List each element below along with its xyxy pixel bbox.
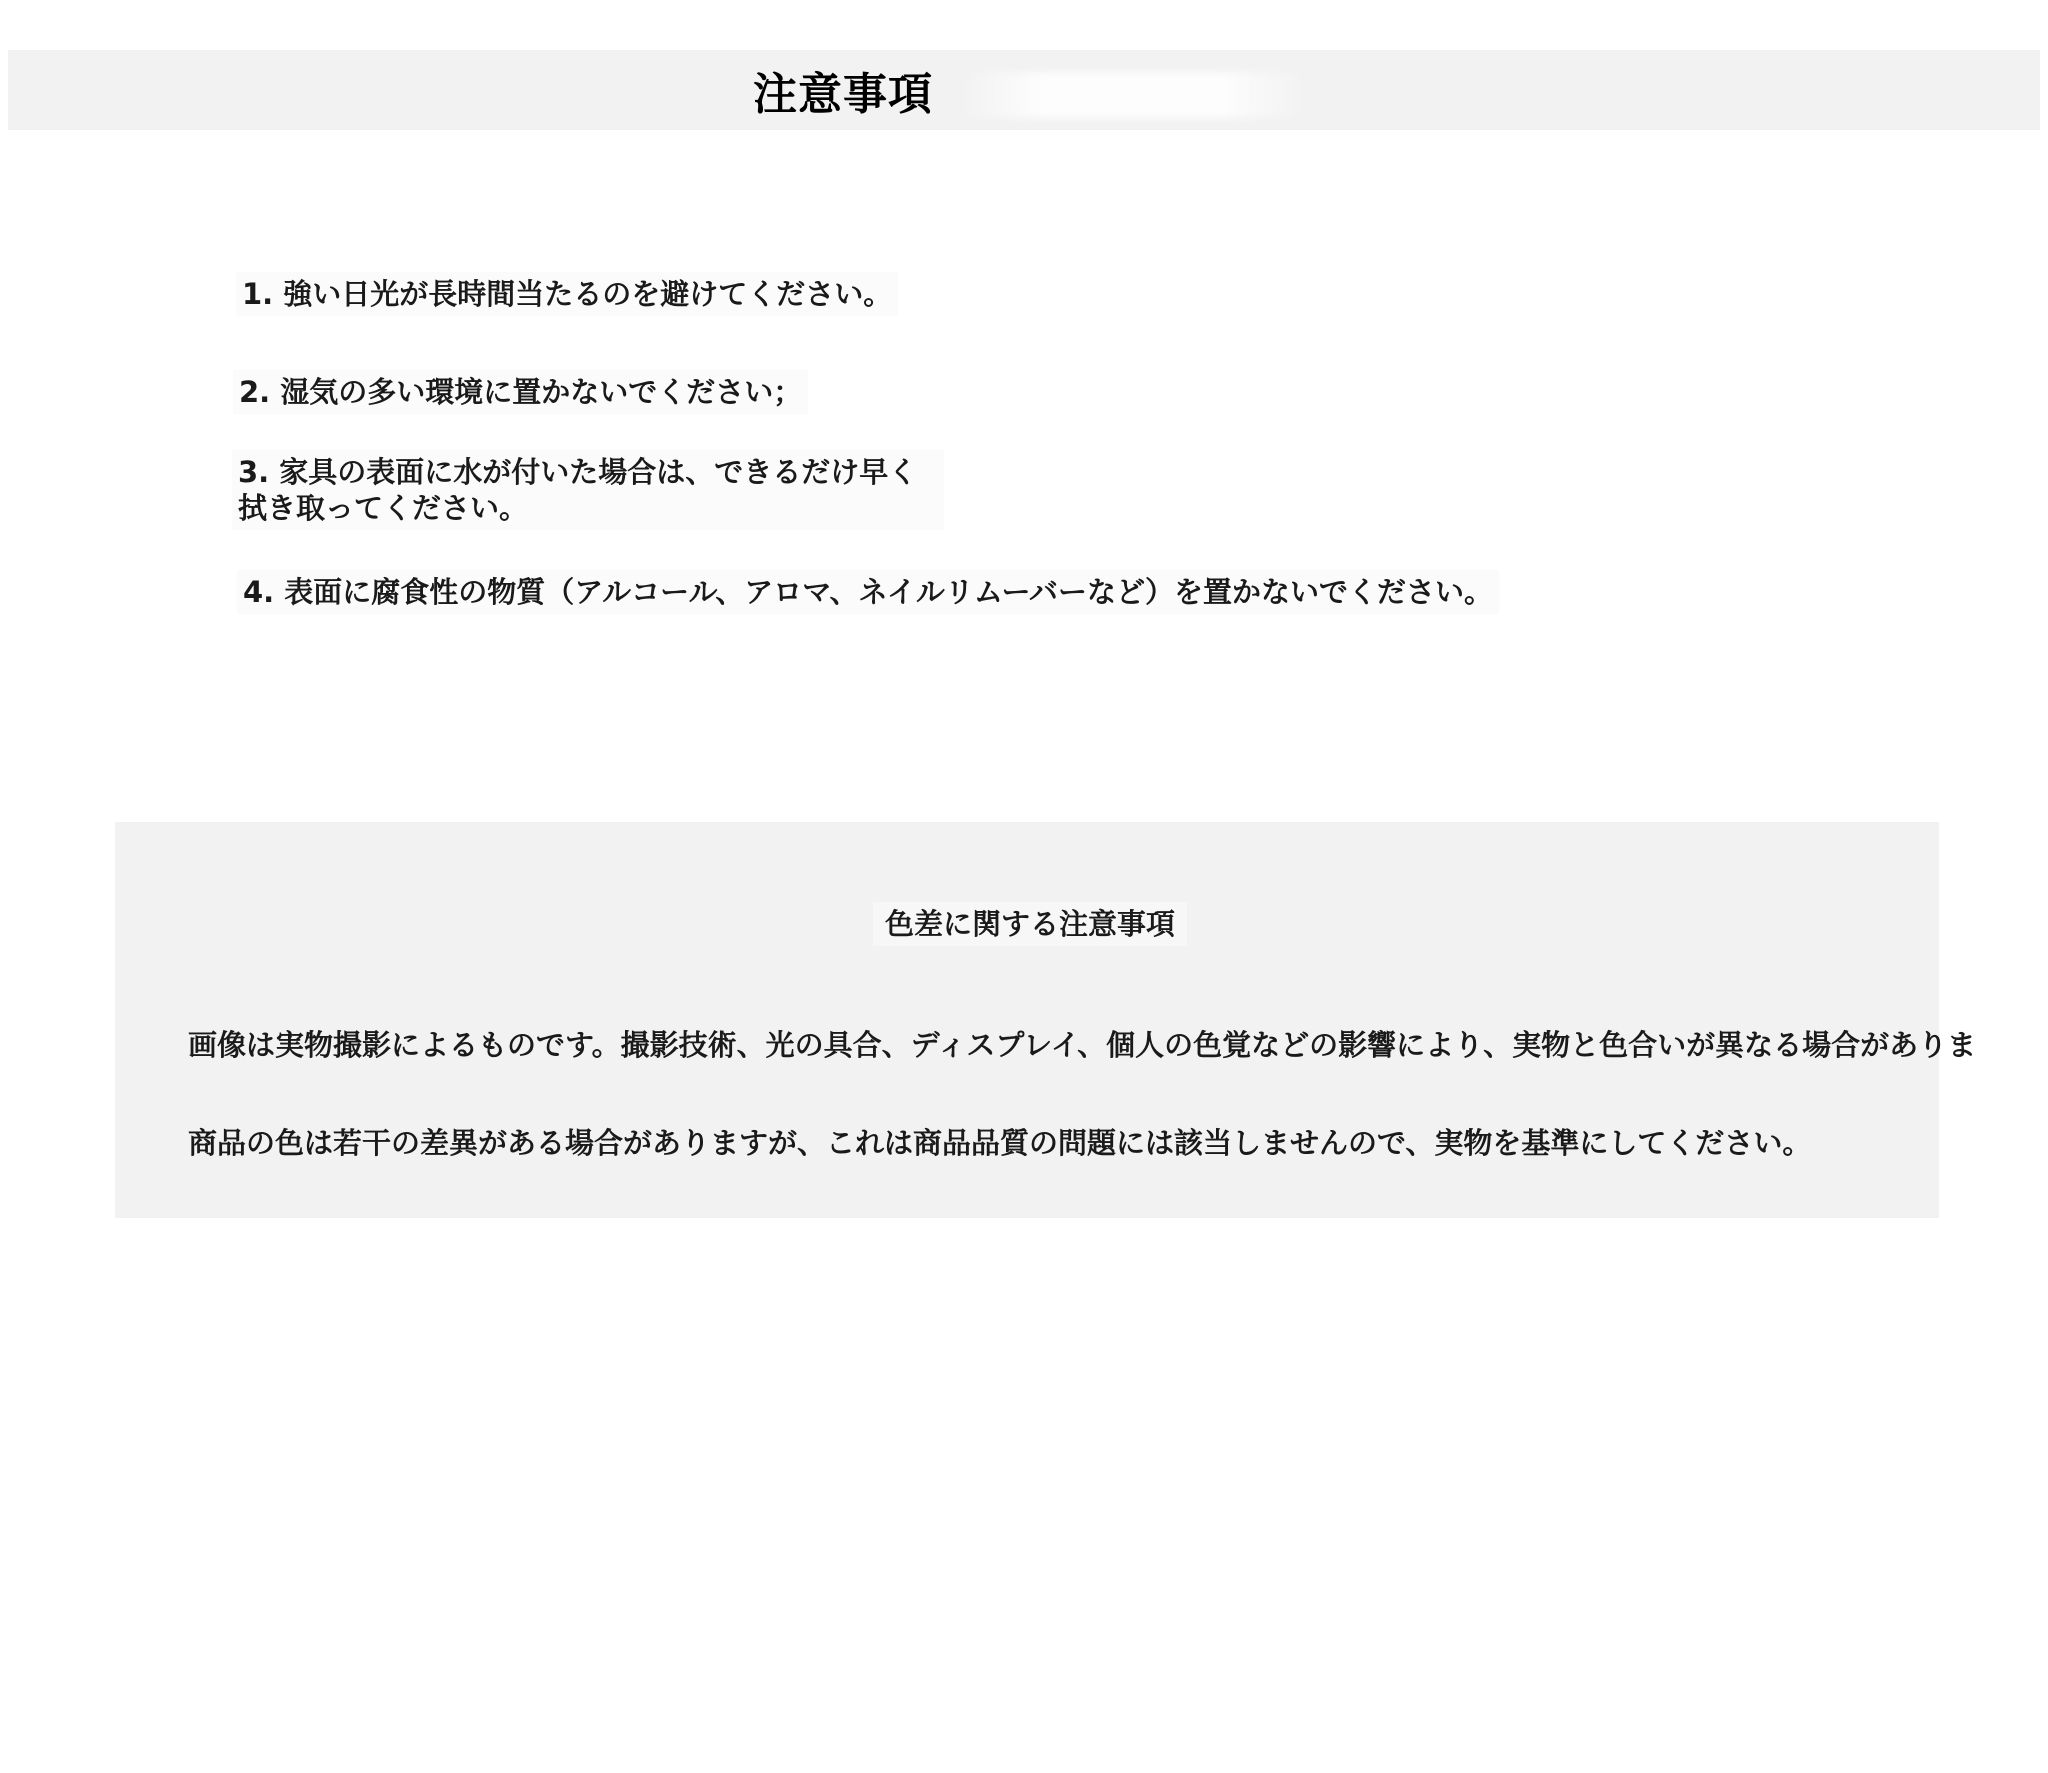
color-notice-title: 色差に関する注意事項	[873, 902, 1187, 946]
page-title: 注意事項	[753, 69, 933, 120]
care-note-item: 1. 強い日光が長時間当たるのを避けてください。	[236, 272, 898, 316]
title-bar-glow	[958, 72, 1308, 118]
care-note-item: 3. 家具の表面に水が付いた場合は、できるだけ早く拭き取ってください。	[232, 450, 944, 530]
title-bar	[8, 50, 2040, 130]
color-notice-paragraph: 商品の色は若干の差異がある場合がありますが、これは商品品質の問題には該当しませんので、実物を基準にしてください。	[188, 1126, 1812, 1160]
care-note-item: 2. 湿気の多い環境に置かないでください；	[233, 370, 808, 414]
color-notice-paragraph: 画像は実物撮影によるものです。撮影技術、光の具合、ディスプレイ、個人の色覚などの影響により、実物と色合いが異なる場合がありま	[188, 1028, 1977, 1062]
care-note-item: 4. 表面に腐食性の物質（アルコール、アロマ、ネイルリムーバーなど）を置かないでください。	[237, 570, 1499, 614]
